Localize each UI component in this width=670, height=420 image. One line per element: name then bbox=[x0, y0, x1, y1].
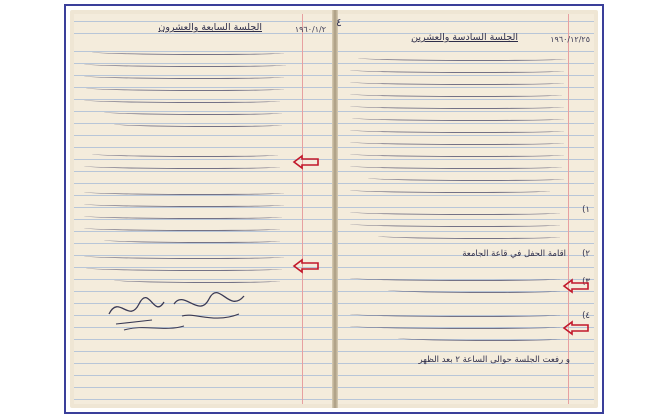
item-number-3: ٣) bbox=[582, 277, 590, 287]
item-number-1: ١) bbox=[582, 205, 590, 215]
arrow-left-icon bbox=[562, 278, 590, 294]
right-page bbox=[338, 14, 594, 404]
page-number: ٤ bbox=[336, 16, 342, 29]
left-page-margin-line bbox=[302, 14, 303, 404]
right-page-heading: الجلسة السادسة والعشرين bbox=[411, 32, 518, 43]
arrow-left-icon bbox=[562, 320, 590, 336]
arrow-left-icon bbox=[292, 258, 320, 274]
item-number-2: ٢) bbox=[582, 249, 590, 259]
left-page-heading: الجلسة السابعة والعشرون bbox=[158, 22, 262, 33]
item-number-4: ٤) bbox=[582, 311, 590, 321]
document-frame bbox=[64, 4, 604, 414]
signatures bbox=[104, 284, 254, 334]
notebook-spread bbox=[70, 10, 598, 408]
left-page-date: ١٩٦٠/١/٢ bbox=[294, 25, 326, 34]
item-text-2: اقامة الحفل في قاعة الجامعة bbox=[462, 249, 566, 259]
right-page-date: ١٩٦٠/١٢/٢٥ bbox=[550, 35, 590, 44]
arrow-left-icon bbox=[292, 154, 320, 170]
right-page-margin-line bbox=[568, 14, 569, 404]
closing-line: و رفعت الجلسة حوالى الساعة ٢ بعد الظهر bbox=[418, 355, 570, 365]
left-page bbox=[74, 14, 332, 404]
